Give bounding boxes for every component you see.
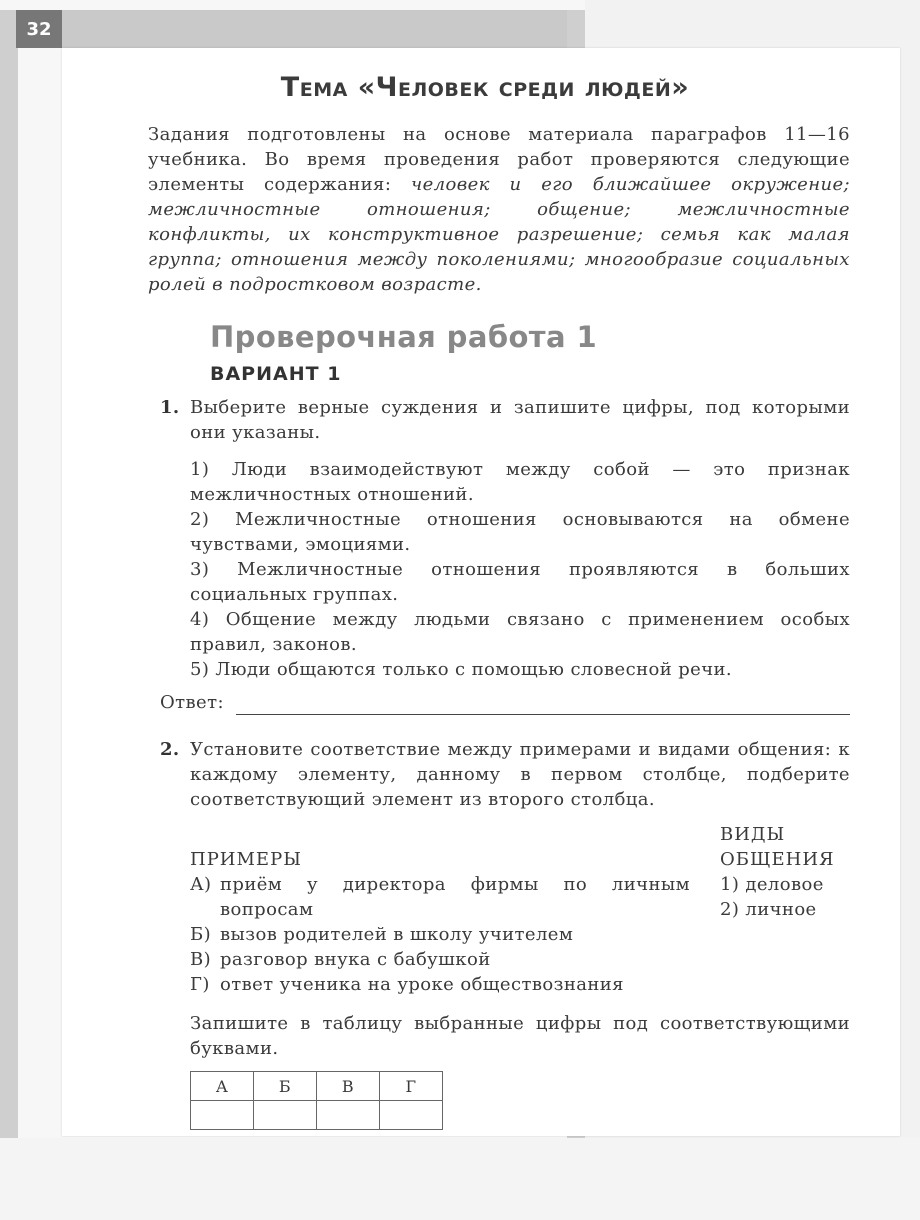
topic-prefix: Тема bbox=[280, 72, 348, 103]
answer-table-cell[interactable] bbox=[191, 1101, 254, 1130]
examples-column bbox=[190, 822, 690, 997]
task-1-option: 2) Межличностные отношения основываются на обмене чувствами, эмоциями. bbox=[190, 509, 850, 555]
task-1-option: 5) Люди общаются только с помощью словесной речи. bbox=[190, 659, 733, 680]
task-1-options bbox=[190, 457, 850, 682]
page-content bbox=[130, 70, 850, 1130]
intro-italic-text: человек и его ближайшее окружение; межличностные отношения; общение; межличностные конфликты, их конструктивное разрешение; семья как малая группа; отношения между поколениями; многообразие социальных ролей в подростковом возрасте. bbox=[148, 174, 850, 295]
task-1 bbox=[130, 395, 850, 445]
answer-input-line[interactable] bbox=[236, 696, 850, 715]
types-header-line2: ОБЩЕНИЯ bbox=[720, 849, 835, 870]
types-header-line1: ВИДЫ bbox=[720, 824, 786, 845]
task-1-option: 4) Общение между людьми связано с применением особых правил, законов. bbox=[190, 609, 850, 655]
matching-block bbox=[190, 822, 850, 997]
task-2-number: 2. bbox=[160, 739, 180, 760]
task-1-option: 1) Люди взаимодействуют между собой — это признак межличностных отношений. bbox=[190, 459, 850, 505]
answer-table-header: А bbox=[191, 1072, 254, 1101]
answer-table-input-row bbox=[191, 1101, 443, 1130]
task-1-text: Выберите верные суждения и запишите цифры, под которыми они указаны. bbox=[190, 397, 850, 443]
task-2-text: Установите соответствие между примерами и видами общения: к каждому элементу, данному в первом столбце, подберите соответствующий элемент из второго столбца. bbox=[190, 739, 850, 810]
page-header-bar bbox=[0, 10, 585, 48]
variant-label: ВАРИАНТ 1 bbox=[210, 363, 342, 385]
answer-table-header: В bbox=[317, 1072, 380, 1101]
type-item: 2) личное bbox=[720, 899, 817, 920]
topic-title bbox=[120, 70, 850, 106]
example-item: Б) вызов родителей в школу учителем bbox=[190, 924, 574, 945]
intro-paragraph bbox=[148, 122, 850, 297]
task-1-answer bbox=[160, 690, 850, 715]
answer-label: Ответ: bbox=[160, 692, 224, 713]
answer-table-cell[interactable] bbox=[254, 1101, 317, 1130]
answer-table bbox=[190, 1071, 443, 1130]
work-title: Проверочная работа 1 bbox=[210, 320, 598, 354]
answer-table-header-row bbox=[191, 1072, 443, 1101]
examples-header: ПРИМЕРЫ bbox=[190, 849, 302, 870]
task-1-number: 1. bbox=[160, 397, 180, 418]
answer-table-cell[interactable] bbox=[380, 1101, 443, 1130]
answer-table-header: Г bbox=[380, 1072, 443, 1101]
example-item: А) приём у директора фирмы по личным вопросам bbox=[190, 874, 690, 920]
answer-table-cell[interactable] bbox=[317, 1101, 380, 1130]
page-left-margin-bar bbox=[0, 10, 18, 1138]
types-column bbox=[690, 822, 850, 997]
example-item: В) разговор внука с бабушкой bbox=[190, 949, 491, 970]
background-bottom bbox=[0, 1138, 920, 1220]
page-number: 32 bbox=[16, 10, 62, 48]
task-2-instruction: Запишите в таблицу выбранные цифры под соответствующими буквами. bbox=[190, 1013, 850, 1059]
type-item: 1) деловое bbox=[720, 874, 824, 895]
topic-name: «Человек среди людей» bbox=[357, 72, 690, 103]
task-1-option: 3) Межличностные отношения проявляются в больших социальных группах. bbox=[190, 559, 850, 605]
example-item: Г) ответ ученика на уроке обществознания bbox=[190, 974, 624, 995]
task-2 bbox=[130, 737, 850, 812]
answer-table-header: Б bbox=[254, 1072, 317, 1101]
intro-plain-text: Задания подготовлены на основе материала параграфов 11—16 учебника. Во время проведения работ проверяются следующие элементы содержания: bbox=[148, 124, 850, 195]
